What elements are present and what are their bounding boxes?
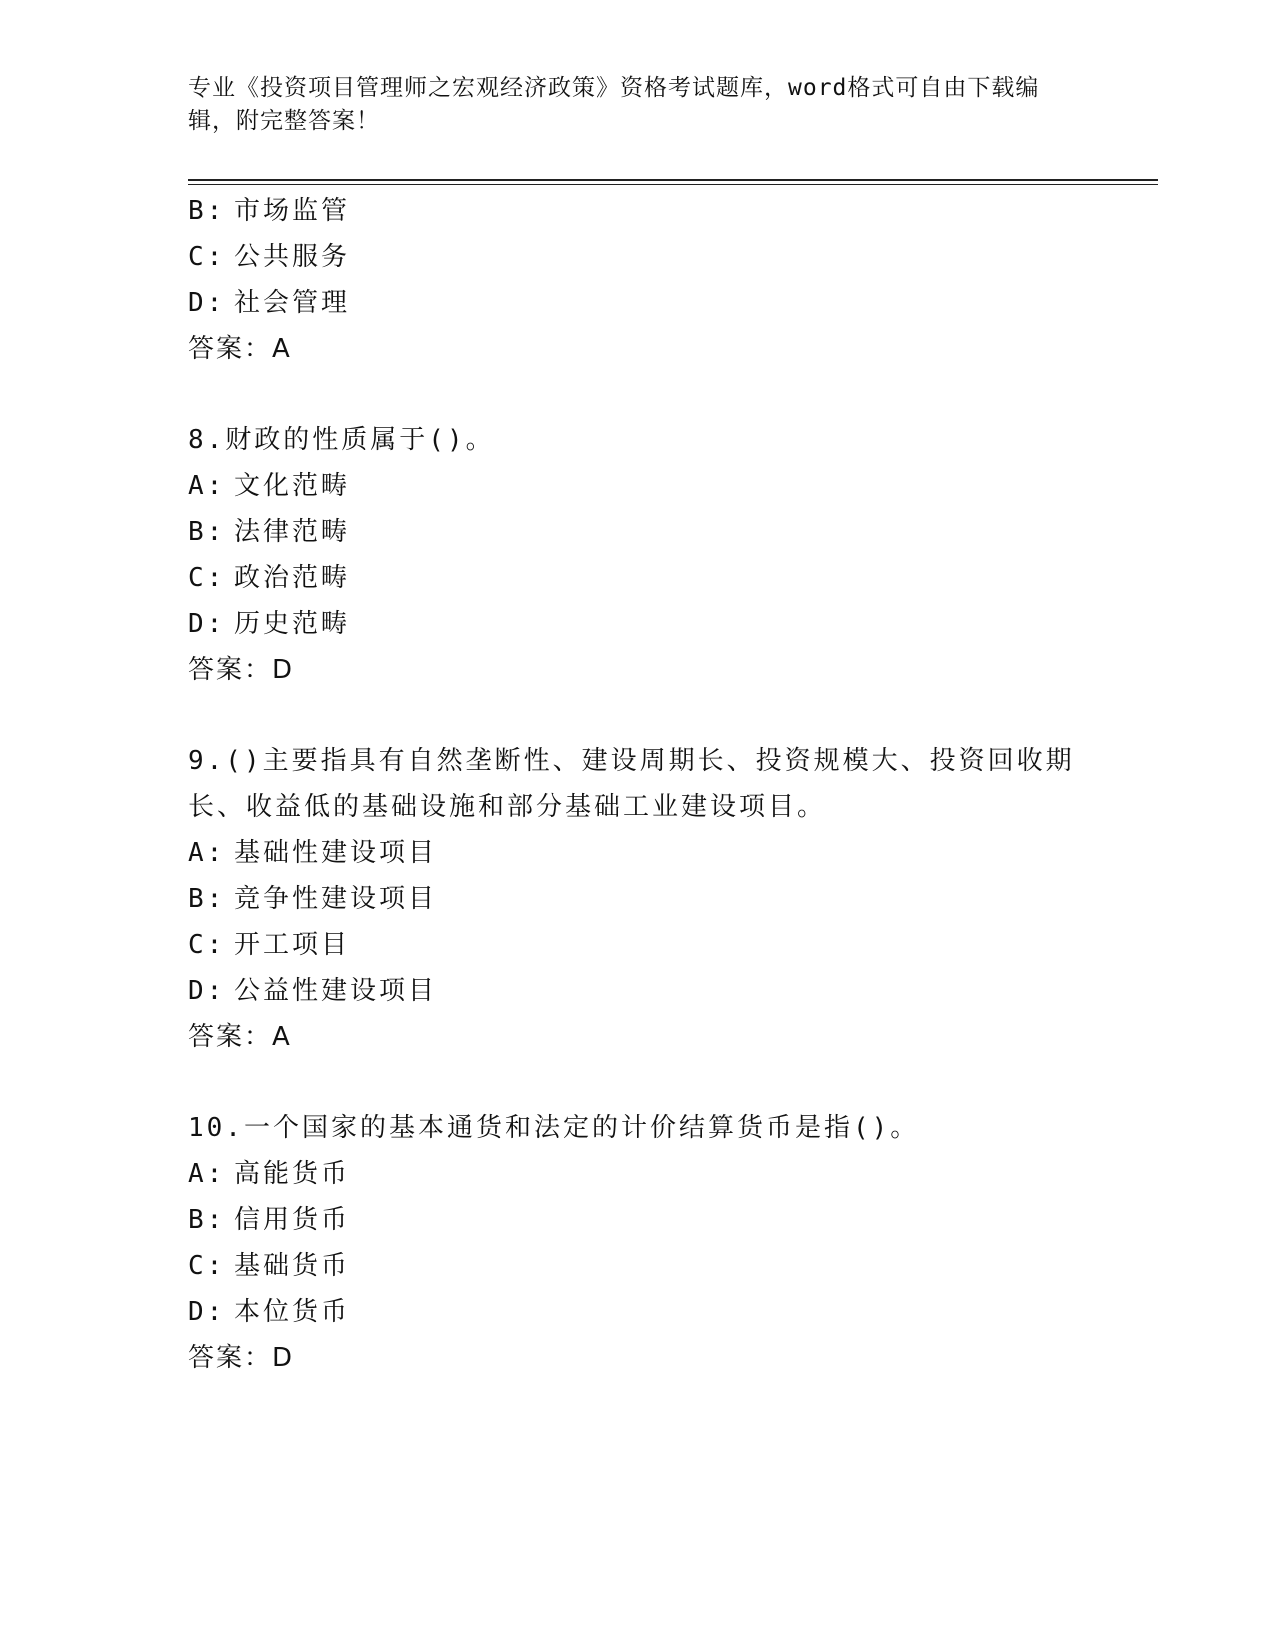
option-c: C: 政治范畴: [188, 563, 351, 593]
option-c: C: 基础货币: [188, 1251, 351, 1281]
question-stem: 10.一个国家的基本通货和法定的计价结算货币是指()。: [188, 1113, 920, 1143]
option-a: A: 文化范畴: [188, 471, 351, 501]
option-c: C: 开工项目: [188, 930, 351, 960]
question-10: [188, 1105, 1088, 1381]
option-d: D: 公益性建设项目: [188, 976, 438, 1006]
answer: 答案：D: [188, 655, 295, 685]
question-stem-line-2: 长、收益低的基础设施和部分基础工业建设项目。: [188, 792, 827, 822]
option-b: B: 法律范畴: [188, 517, 351, 547]
option-c: C: 公共服务: [188, 242, 351, 272]
answer: 答案：A: [188, 334, 292, 364]
option-a: A: 基础性建设项目: [188, 838, 438, 868]
document-header: 专业《投资项目管理师之宏观经济政策》资格考试题库，word格式可自由下载编辑，附完整答案！: [188, 75, 1040, 134]
option-d: D: 历史范畴: [188, 609, 351, 639]
option-d: D: 本位货币: [188, 1297, 351, 1327]
question-9: [188, 738, 1088, 1060]
answer: 答案：D: [188, 1343, 295, 1373]
answer: 答案：A: [188, 1022, 292, 1052]
question-8: [188, 417, 1088, 693]
option-a: A: 高能货币: [188, 1159, 351, 1189]
option-b: B: 市场监管: [188, 196, 351, 226]
option-b: B: 信用货币: [188, 1205, 351, 1235]
header-rule-thick: [188, 179, 1158, 181]
option-d: D: 社会管理: [188, 288, 351, 318]
option-b: B: 竞争性建设项目: [188, 884, 438, 914]
question-prev: [188, 188, 1088, 372]
question-list: [188, 188, 1088, 1381]
header-rule-thin: [188, 184, 1158, 185]
question-stem-line-1: 9.()主要指具有自然垄断性、建设周期长、投资规模大、投资回收期: [188, 746, 1075, 776]
question-stem: 8.财政的性质属于()。: [188, 425, 495, 455]
